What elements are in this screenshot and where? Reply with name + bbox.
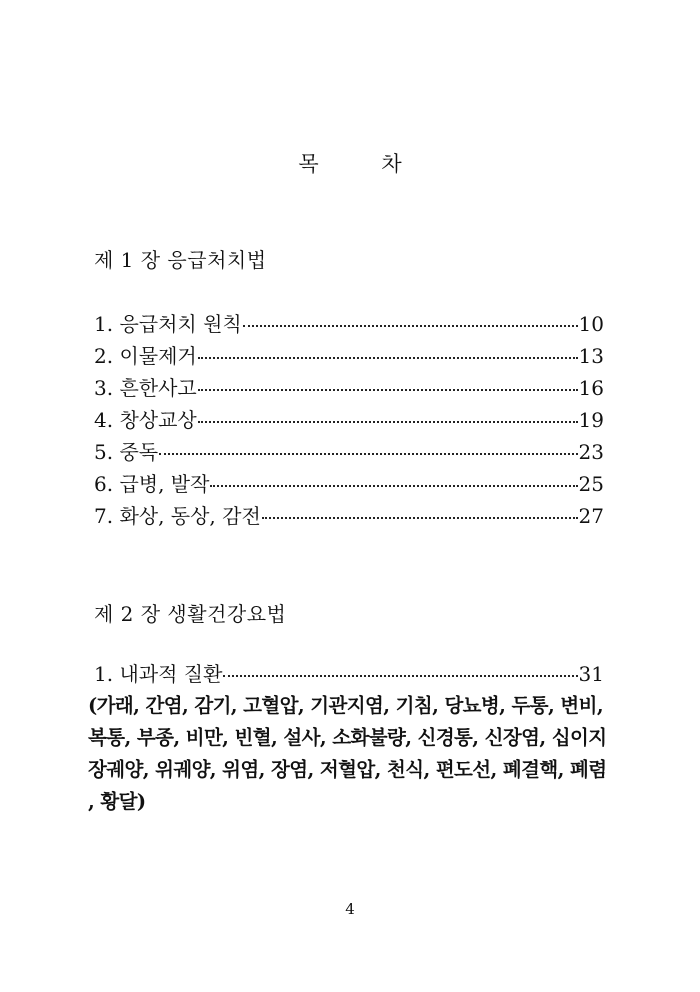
chapter-2-heading: 제 2 장 생활건강요법 bbox=[94, 602, 287, 626]
toc-entry-label: 2. 이물제거 bbox=[94, 344, 197, 368]
toc-entry-label: 7. 화상, 동상, 감전 bbox=[94, 504, 261, 528]
dot-leader bbox=[223, 675, 577, 677]
toc-entry-label: 6. 급병, 발작 bbox=[94, 472, 210, 496]
dot-leader bbox=[159, 453, 577, 455]
toc-entry[interactable] bbox=[94, 372, 604, 404]
toc-entry-label: 4. 창상교상 bbox=[94, 408, 197, 432]
toc-entry-page: 19 bbox=[578, 408, 604, 432]
dot-leader bbox=[262, 517, 578, 519]
page-title: 목 차 bbox=[298, 152, 430, 176]
sub-topics-list: (가래, 간염, 감기, 고혈압, 기관지염, 기침, 당뇨병, 두통, 변비, 복통, 부종, 비만, 빈혈, 설사, 소화불량, 신경통, 신장염, 십이지 장궤양, 위궤양, 위염, 장염, 저혈압, 천식, 편도선, 폐결핵, 폐렴 , 황달) bbox=[88, 694, 607, 813]
toc-entry-label: 5. 중독 bbox=[94, 440, 159, 464]
toc-entry-page: 23 bbox=[578, 440, 604, 464]
toc-entry-page: 25 bbox=[578, 472, 604, 496]
dot-leader bbox=[198, 389, 578, 391]
dot-leader bbox=[210, 485, 577, 487]
dot-leader bbox=[243, 325, 578, 327]
toc-entry[interactable] bbox=[94, 468, 604, 500]
toc-entry-page: 13 bbox=[578, 344, 604, 368]
dot-leader bbox=[198, 421, 578, 423]
toc-entry[interactable] bbox=[94, 404, 604, 436]
chapter-1-heading: 제 1 장 응급처치법 bbox=[94, 248, 267, 272]
toc-entry-page: 16 bbox=[578, 376, 604, 400]
toc-entry[interactable] bbox=[94, 500, 604, 532]
page-number: 4 bbox=[345, 900, 355, 918]
toc-entry-page: 10 bbox=[578, 312, 604, 336]
chapter-1-toc-list bbox=[94, 308, 604, 532]
chapter-2-toc-list bbox=[94, 658, 604, 690]
toc-entry[interactable] bbox=[94, 308, 604, 340]
toc-entry[interactable] bbox=[94, 340, 604, 372]
toc-entry-page: 31 bbox=[578, 662, 604, 686]
toc-entry-page: 27 bbox=[578, 504, 604, 528]
dot-leader bbox=[198, 357, 578, 359]
toc-entry-label: 1. 내과적 질환 bbox=[94, 662, 223, 686]
toc-entry[interactable] bbox=[94, 658, 604, 690]
toc-entry[interactable] bbox=[94, 436, 604, 468]
toc-entry-label: 1. 응급처치 원칙 bbox=[94, 312, 242, 336]
toc-entry-label: 3. 흔한사고 bbox=[94, 376, 197, 400]
